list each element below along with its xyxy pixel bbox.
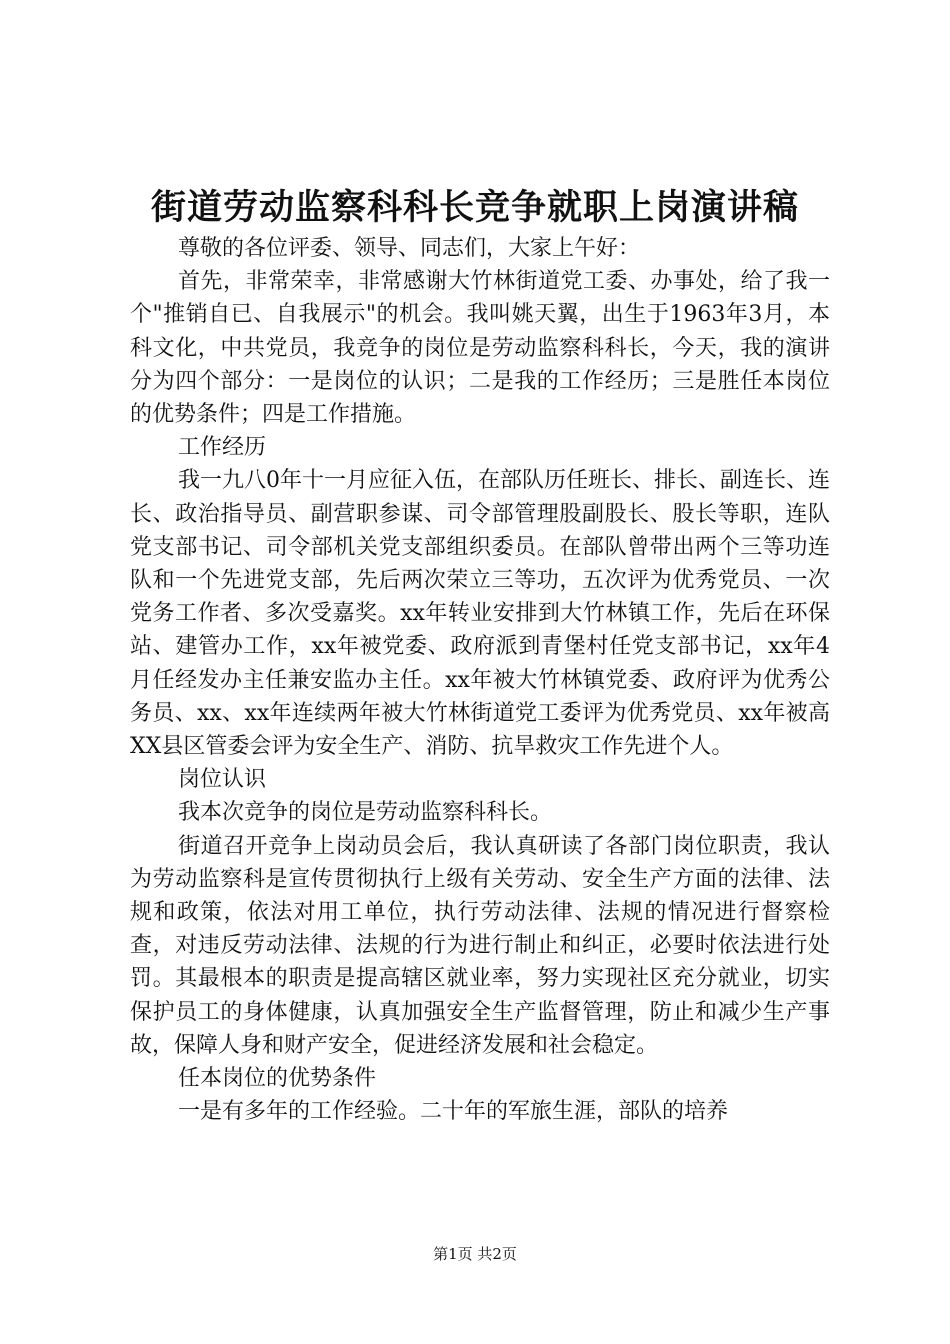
salutation-paragraph: 尊敬的各位评委、领导、同志们，大家上午好：: [178, 236, 641, 261]
work-experience-paragraph: 我一九八0年十一月应征入伍，在部队历任班长、排长、副连长、连长、政治指导员、副营职参谋、司令部管理股副股长、股长等职，连队党支部书记、司令部机关党支部组织委员。在部队曾带出两个三等功连队和一个先进党支部，先后两次荣立三等功，五次评为优秀党员、一次党务工作者、多次受嘉奖。xx年转业安排到大竹林镇工作，先后在环保站、建管办工作，xx年被党委、政府派到青堡村任党支部书记，xx年4月任经发办主任兼安监办主任。xx年被大竹林镇党委、政府评为优秀公务员、xx、xx年连续两年被大竹林街道党工委评为优秀党员、xx年被高XX县区管委会评为安全生产、消防、抗旱救灾工作先进个人。: [130, 468, 830, 760]
advantages-paragraph: 一是有多年的工作经验。二十年的军旅生涯，部队的培养: [178, 1099, 729, 1125]
intro-paragraph: 首先，非常荣幸，非常感谢大竹林街道党工委、办事处，给了我一个"推销自已、自我展示"的机会。我叫姚天翼，出生于1963年3月，本科文化，中共党员，我竞争的岗位是劳动监察科科长，今天，我的演讲分为四个部分：一是岗位的认识；二是我的工作经历；三是胜任本岗位的优势条件；四是工作措施。: [130, 269, 830, 428]
section-heading-work-experience: 工作经历: [178, 435, 267, 461]
position-statement-paragraph: 我本次竞争的岗位是劳动监察科科长。: [178, 800, 553, 826]
document-title: 街道劳动监察科科长竞争就职上岗演讲稿: [150, 187, 799, 228]
page-footer: 第1页 共2页: [433, 1245, 517, 1263]
section-heading-position-understanding: 岗位认识: [178, 767, 267, 793]
section-heading-advantages: 任本岗位的优势条件: [178, 1066, 377, 1092]
position-understanding-paragraph: 街道召开竞争上岗动员会后，我认真研读了各部门岗位职责，我认为劳动监察科是宣传贯彻执行上级有关劳动、安全生产方面的法律、法规和政策，依法对用工单位，执行劳动法律、法规的情况进行督察检查，对违反劳动法律、法规的行为进行制止和纠正，必要时依法进行处罚。其最根本的职责是提高辖区就业率，努力实现社区充分就业，切实保护员工的身体健康，认真加强安全生产监督管理，防止和减少生产事故，保障人身和财产安全，促进经济发展和社会稳定。: [130, 833, 830, 1058]
document-body: [130, 232, 830, 1128]
